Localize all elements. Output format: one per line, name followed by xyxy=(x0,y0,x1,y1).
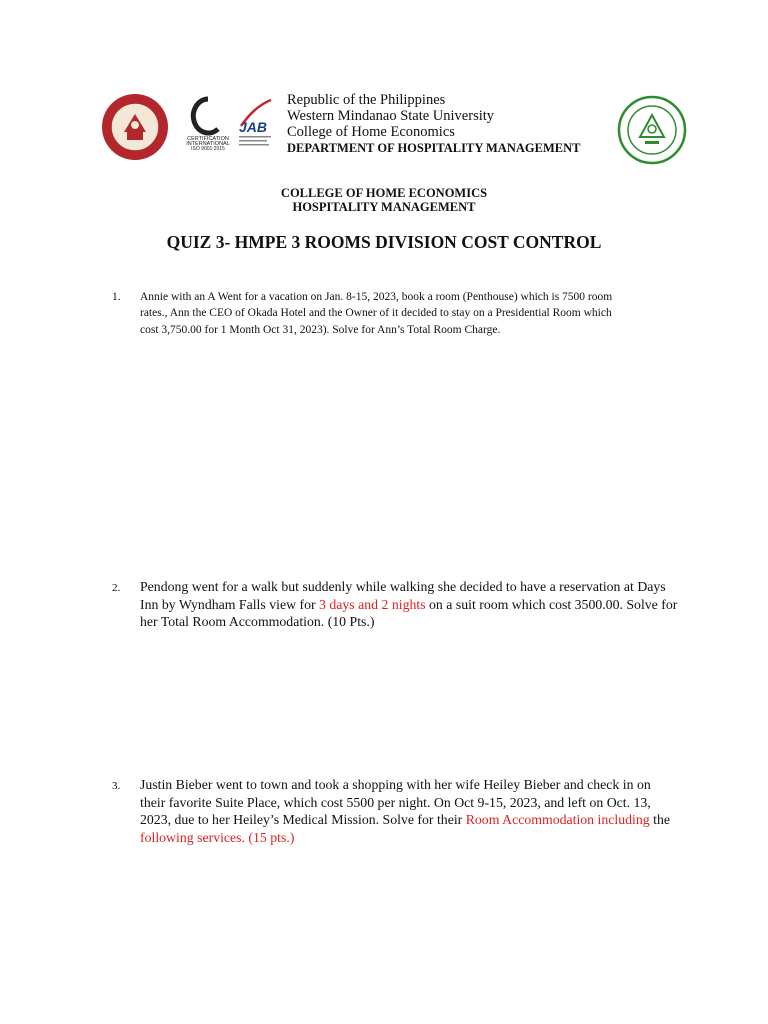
country-line: Republic of the Philippines xyxy=(287,92,446,108)
question-2-line: her Total Room Accommodation. (10 Pts.) xyxy=(140,614,375,629)
college-line: College of Home Economics xyxy=(287,124,455,140)
question-2-text: Inn by Wyndham Falls view for xyxy=(140,596,320,612)
question-1-line: Annie with an A Went for a vacation on Jan. 8-15, 2023, book a room (Penthouse) which is 7500 room xyxy=(140,291,613,303)
question-1-line: rates., Ann the CEO of Okada Hotel and the Owner of it decided to stay on a Presidential Room which xyxy=(140,307,612,320)
wmsu-seal-logo xyxy=(100,92,170,162)
question-2-text: on a suit room which cost 3500.00. Solve for xyxy=(425,596,678,612)
question-1-line: cost 3,750.00 for 1 Month Oct 31, 2023). Solve for Ann’s Total Room Charge. xyxy=(140,323,501,336)
question-1-number: 1. xyxy=(112,291,121,303)
question-3-line: their favorite Suite Place, which cost 5500 per night. On Oct 9-15, 2023, and left on Oct. 13, xyxy=(140,794,651,810)
question-2-line: Pendong went for a walk but suddenly while walking she decided to have a reservation at Days xyxy=(140,579,666,594)
subheader-college: COLLEGE OF HOME ECONOMICS xyxy=(280,186,488,200)
question-3-text: 2023, due to her Heiley’s Medical Mission. Solve for their xyxy=(140,812,466,827)
question-3-line xyxy=(140,811,682,829)
college-home-economics-seal-logo xyxy=(617,95,687,165)
institution-header xyxy=(287,92,580,156)
subheader xyxy=(0,186,768,214)
question-2 xyxy=(112,578,692,631)
question-2-line xyxy=(140,596,692,614)
cert-text-2: INTERNATIONAL xyxy=(186,141,230,147)
question-2-highlight: 3 days and 2 nights xyxy=(319,596,426,612)
question-3-highlight: Room Accommodation including xyxy=(465,812,650,827)
department-line: DEPARTMENT OF HOSPITALITY MANAGEMENT xyxy=(287,141,581,155)
jab-text: JAB xyxy=(239,119,268,135)
cert-text-1: CERTIFICATION xyxy=(187,136,229,142)
question-3-number: 3. xyxy=(112,780,121,792)
question-3-line: following services. (15 pts.) xyxy=(140,829,295,845)
question-2-number: 2. xyxy=(112,582,121,594)
question-3 xyxy=(112,776,682,846)
question-3-text: the xyxy=(649,812,670,827)
question-1 xyxy=(112,289,692,338)
jab-accreditation-logo xyxy=(233,96,277,152)
question-3-line: Justin Bieber went to town and took a shopping with her wife Heiley Bieber and check in on xyxy=(140,777,651,792)
quiz-title: QUIZ 3- HMPE 3 ROOMS DIVISION COST CONTROL xyxy=(166,232,602,252)
cert-text-3: ISO 9001:2015 xyxy=(191,146,225,152)
subheader-program: HOSPITALITY MANAGEMENT xyxy=(292,200,476,214)
iso-certification-logo xyxy=(183,94,233,152)
university-line: Western Mindanao State University xyxy=(287,108,495,124)
